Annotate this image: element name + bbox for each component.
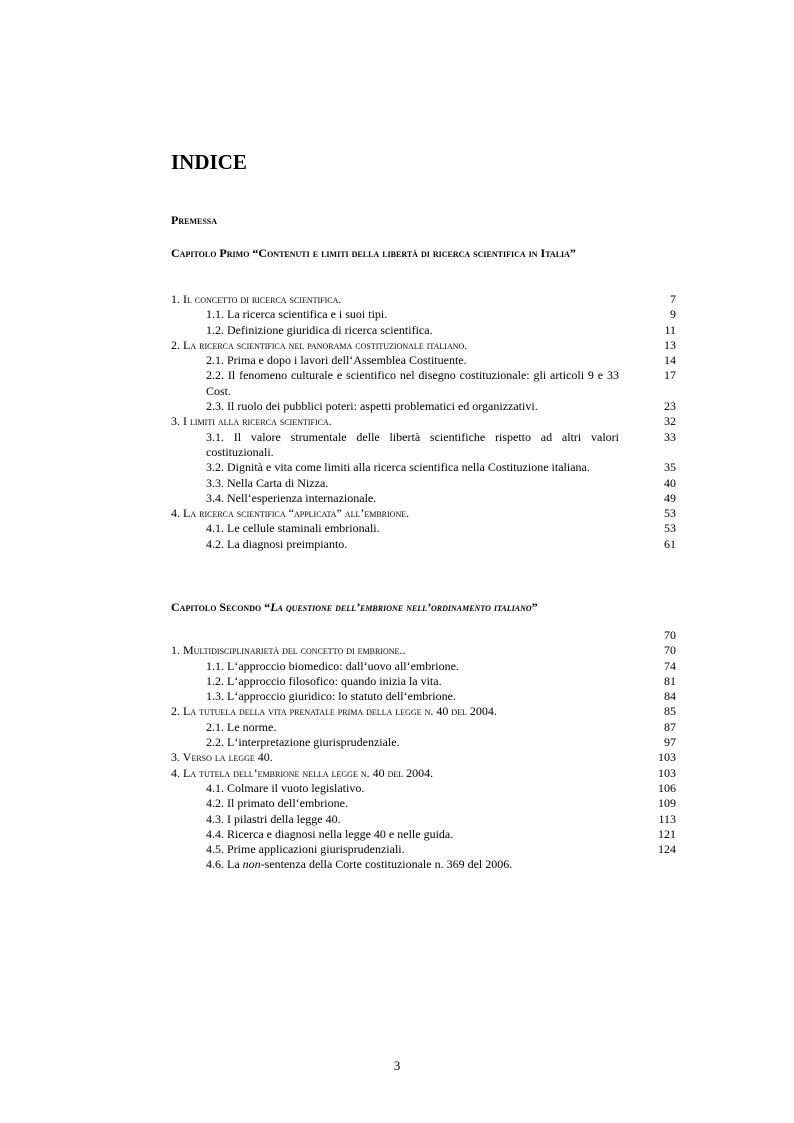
toc-entry-text: 1. Il concetto di ricerca scientifica.: [171, 292, 342, 306]
toc-entry-page: 23: [664, 399, 676, 414]
toc-entry-text: 3.4. Nell‘esperienza internazionale.: [206, 490, 377, 505]
toc-entry-text: 1. Multidisciplinarietà del concetto di embrione..: [171, 643, 406, 658]
toc-entry: [171, 399, 676, 414]
toc-entry-text: 3.3. Nella Carta di Nizza.: [206, 475, 329, 490]
toc-entry-page: 113: [658, 811, 676, 826]
toc-entry-page: 33: [664, 429, 676, 444]
toc-entry-text: 4. La tutela dell’embrione nella legge n. 40 del 2004.: [171, 765, 434, 780]
toc-entry-text: 3.1. Il valore strumentale delle libertà scientifiche rispetto ad altri valori costituzionali.: [206, 429, 619, 459]
premessa-heading: Premessa: [171, 213, 218, 227]
toc-entry-text: 2.2. Il fenomeno culturale e scientifico nel disegno costituzionale: gli articoli 9 e 33 Cost.: [206, 368, 619, 398]
toc-entry-text: 3. Verso la legge 40.: [171, 750, 273, 765]
toc-entry: [171, 735, 676, 750]
toc-entry-page: 85: [664, 704, 676, 719]
toc-entry: [171, 491, 676, 506]
toc-entry: [171, 766, 676, 781]
toc-entry-page: 109: [658, 796, 676, 811]
toc-entry-text: 4.1. Colmare il vuoto legislativo.: [206, 780, 365, 795]
toc-entry: [171, 704, 676, 719]
toc-entry: [171, 827, 676, 842]
toc-entry: [171, 857, 676, 872]
toc-entry: [171, 643, 676, 658]
toc-entry-page: 7: [670, 292, 676, 306]
toc-entry-text-suffix: -sentenza della Corte costituzionale n. 369 del 2006.: [260, 857, 513, 872]
toc-entry: [171, 628, 676, 643]
toc-entry-page: 87: [664, 719, 676, 734]
page-title: INDICE: [171, 150, 247, 174]
toc-entry: [171, 689, 676, 704]
toc-entry: [171, 674, 676, 689]
toc-entry-page: 32: [664, 414, 676, 429]
toc-entry-page: 70: [664, 628, 676, 642]
toc-entry-page: 17: [664, 368, 676, 383]
toc-entry-text-prefix: 4.6. La: [206, 857, 243, 872]
toc-entry: [171, 506, 676, 521]
toc-entry: [171, 323, 676, 338]
toc-entry-page: 53: [664, 521, 676, 536]
toc-entry-text: 4.2. La diagnosi preimpianto.: [206, 536, 348, 551]
page-number: 3: [393, 1058, 401, 1073]
toc-entry-text: 2.1. Le norme.: [206, 719, 277, 734]
toc-entry: [171, 460, 676, 475]
toc-entry: [171, 292, 676, 307]
toc-entry-text: 1.1. La ricerca scientifica e i suoi tipi.: [206, 307, 388, 322]
toc-entry-page: 35: [664, 460, 676, 475]
toc-entry-text: 1.2. Definizione giuridica di ricerca scientifica.: [206, 322, 433, 337]
toc-entry: [171, 812, 676, 827]
toc-entry-text: 2.3. Il ruolo dei pubblici poteri: aspetti problematici ed organizzativi.: [206, 399, 538, 414]
toc-entry-page: 103: [658, 750, 676, 765]
toc-entry-text: 4.4. Ricerca e diagnosi nella legge 40 e nelle guida.: [206, 826, 454, 841]
toc-entry: [171, 842, 676, 857]
toc-entry: [171, 414, 676, 429]
toc-entry-text: [171, 857, 619, 872]
toc-entry-text: 2. La ricerca scientifica nel panorama costituzionale italiano.: [171, 337, 468, 352]
toc-entry: [171, 750, 676, 765]
toc-entry-page: 70: [664, 643, 676, 658]
toc-entry-page: 11: [664, 322, 676, 337]
toc-entry-page: 84: [664, 689, 676, 704]
toc-entry: [171, 476, 676, 491]
toc-entry: [171, 537, 676, 552]
toc-entry-page: 124: [658, 842, 676, 857]
toc-entry-text: 2.2. L‘interpretazione giurisprudenziale.: [206, 735, 400, 750]
toc-entry-page: 121: [658, 826, 676, 841]
toc-entry-page: 106: [658, 780, 676, 795]
chapter-2-heading: [171, 600, 626, 615]
toc-entry-text: 4. La ricerca scientifica “applicata” all’embrione.: [171, 506, 410, 521]
toc-entry-page: 9: [670, 307, 676, 322]
toc-entry-text-italic: non: [242, 857, 261, 872]
toc-entry-text: 4.2. Il primato dell‘embrione.: [206, 796, 348, 811]
toc-entry: [171, 338, 676, 353]
toc-entry-text: 4.1. Le cellule staminali embrionali.: [206, 521, 380, 536]
toc-entry: [171, 720, 676, 735]
chapter-2-heading-suffix: ”: [531, 600, 538, 614]
toc-entry: [171, 521, 676, 536]
toc-entry-text: 4.5. Prime applicazioni giurisprudenziali.: [206, 842, 405, 857]
toc-entry-text: 4.3. I pilastri della legge 40.: [206, 811, 341, 826]
toc-entry-page: 13: [664, 337, 676, 352]
toc-entry: [171, 430, 676, 461]
chapter-2-heading-title: La questione dell’embrione nell’ordinamento italiano: [270, 600, 532, 614]
toc-entry-page: 61: [664, 536, 676, 551]
toc-entry-page: 81: [664, 673, 676, 688]
toc-entry: [171, 659, 676, 674]
toc-entry-page: 97: [664, 735, 676, 750]
toc-entry: [171, 796, 676, 811]
chapter-1-toc: [171, 292, 676, 552]
toc-entry-page: 74: [664, 658, 676, 673]
toc-entry-text: 1.3. L‘approccio giuridico: lo statuto dell‘embrione.: [206, 689, 456, 704]
toc-entry-text: 3.2. Dignità e vita come limiti alla ricerca scientifica nella Costituzione italiana.: [206, 460, 590, 475]
index-page: [171, 0, 676, 1123]
toc-entry: [171, 368, 676, 399]
toc-entry-page: 14: [664, 353, 676, 368]
toc-entry: [171, 307, 676, 322]
toc-entry-page: 53: [664, 506, 676, 521]
toc-entry-text: 1.2. L‘approccio filosofico: quando inizia la vita.: [206, 673, 442, 688]
chapter-1-heading: Capitolo Primo “Contenuti e limiti della libertà di ricerca scientifica in Italia”: [171, 246, 576, 260]
toc-entry-text: 2. La tutuela della vita prenatale prima della legge n. 40 del 2004.: [171, 704, 497, 719]
toc-entry-text: 2.1. Prima e dopo i lavori dell‘Assemblea Costituente.: [206, 353, 467, 368]
chapter-2-heading-prefix: Capitolo Secondo “: [171, 600, 271, 614]
toc-entry-page: 49: [664, 490, 676, 505]
toc-entry-page: 103: [658, 765, 676, 780]
toc-entry-text: 1.1. L‘approccio biomedico: dall‘uovo all‘embrione.: [206, 658, 459, 673]
toc-entry-text: 3. I limiti alla ricerca scientifica.: [171, 414, 332, 429]
toc-entry: [171, 353, 676, 368]
chapter-2-toc: [171, 628, 676, 873]
toc-entry-page: 40: [664, 475, 676, 490]
toc-entry: [171, 781, 676, 796]
